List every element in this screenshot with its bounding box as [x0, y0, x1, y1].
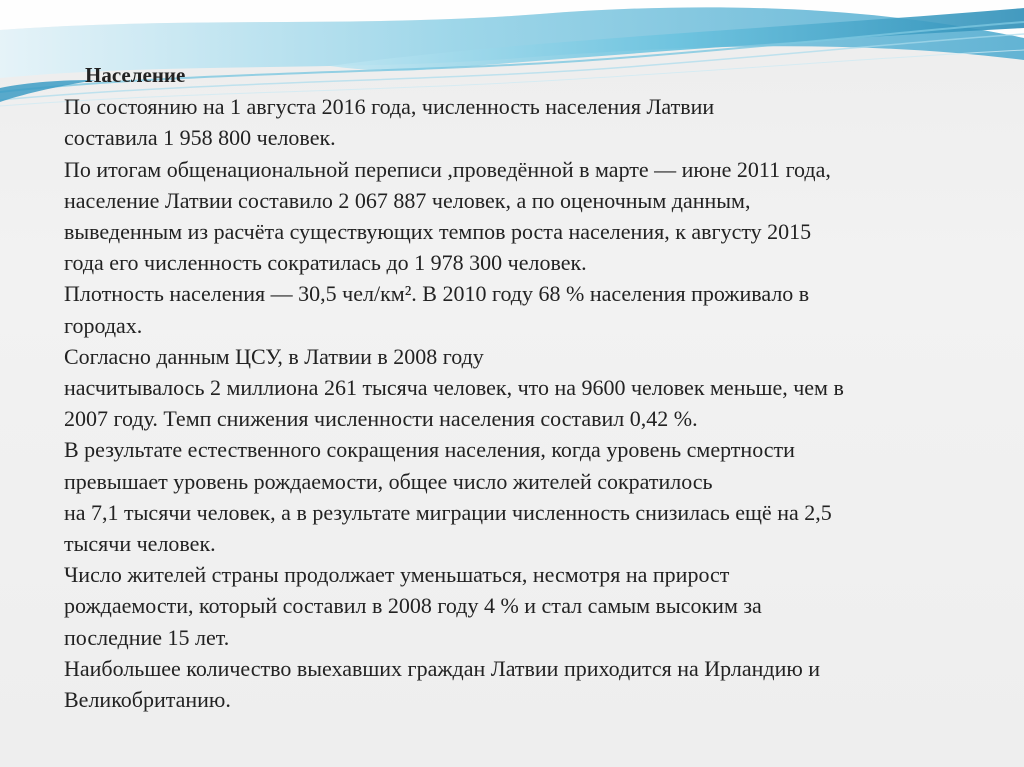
- text-line: рождаемости, который составил в 2008 году 4 % и стал самым высоким за: [64, 593, 762, 619]
- slide-heading: Население: [85, 63, 186, 87]
- text-line: По итогам общенациональной переписи ,проведённой в марте — июне 2011 года,: [64, 156, 831, 182]
- text-line: на 7,1 тысячи человек, а в результате миграции численность снизилась ещё на 2,5: [64, 499, 832, 525]
- text-line: тысячи человек.: [64, 531, 216, 557]
- text-line: выведенным из расчёта существующих темпов роста населения, к августу 2015: [64, 219, 812, 245]
- text-line: Плотность населения — 30,5 чел/км². В 2010 году 68 % населения проживало в: [64, 281, 810, 307]
- text-line: В результате естественного сокращения населения, когда уровень смертности: [64, 437, 795, 463]
- text-line: последние 15 лет.: [64, 624, 230, 650]
- slide-content: [64, 60, 994, 715]
- text-line: Великобританию.: [64, 687, 231, 713]
- text-line: Число жителей страны продолжает уменьшаться, несмотря на прирост: [64, 562, 730, 588]
- text-line: население Латвии составило 2 067 887 человек, а по оценочным данным,: [64, 187, 751, 213]
- text-line: городах.: [64, 312, 143, 338]
- text-line: превышает уровень рождаемости, общее число жителей сократилось: [64, 468, 713, 494]
- text-line: насчитывалось 2 миллиона 261 тысяча человек, что на 9600 человек меньше, чем в: [64, 375, 844, 401]
- text-line: года его численность сократилась до 1 978 300 человек.: [64, 250, 587, 276]
- text-line: Согласно данным ЦСУ, в Латвии в 2008 году: [64, 343, 484, 369]
- text-line: Наибольшее количество выехавших граждан Латвии приходится на Ирландию и: [64, 655, 821, 681]
- text-line: По состоянию на 1 августа 2016 года, численность населения Латвии: [64, 94, 715, 120]
- text-line: составила 1 958 800 человек.: [64, 125, 336, 151]
- text-line: 2007 году. Темп снижения численности населения составил 0,42 %.: [64, 406, 698, 432]
